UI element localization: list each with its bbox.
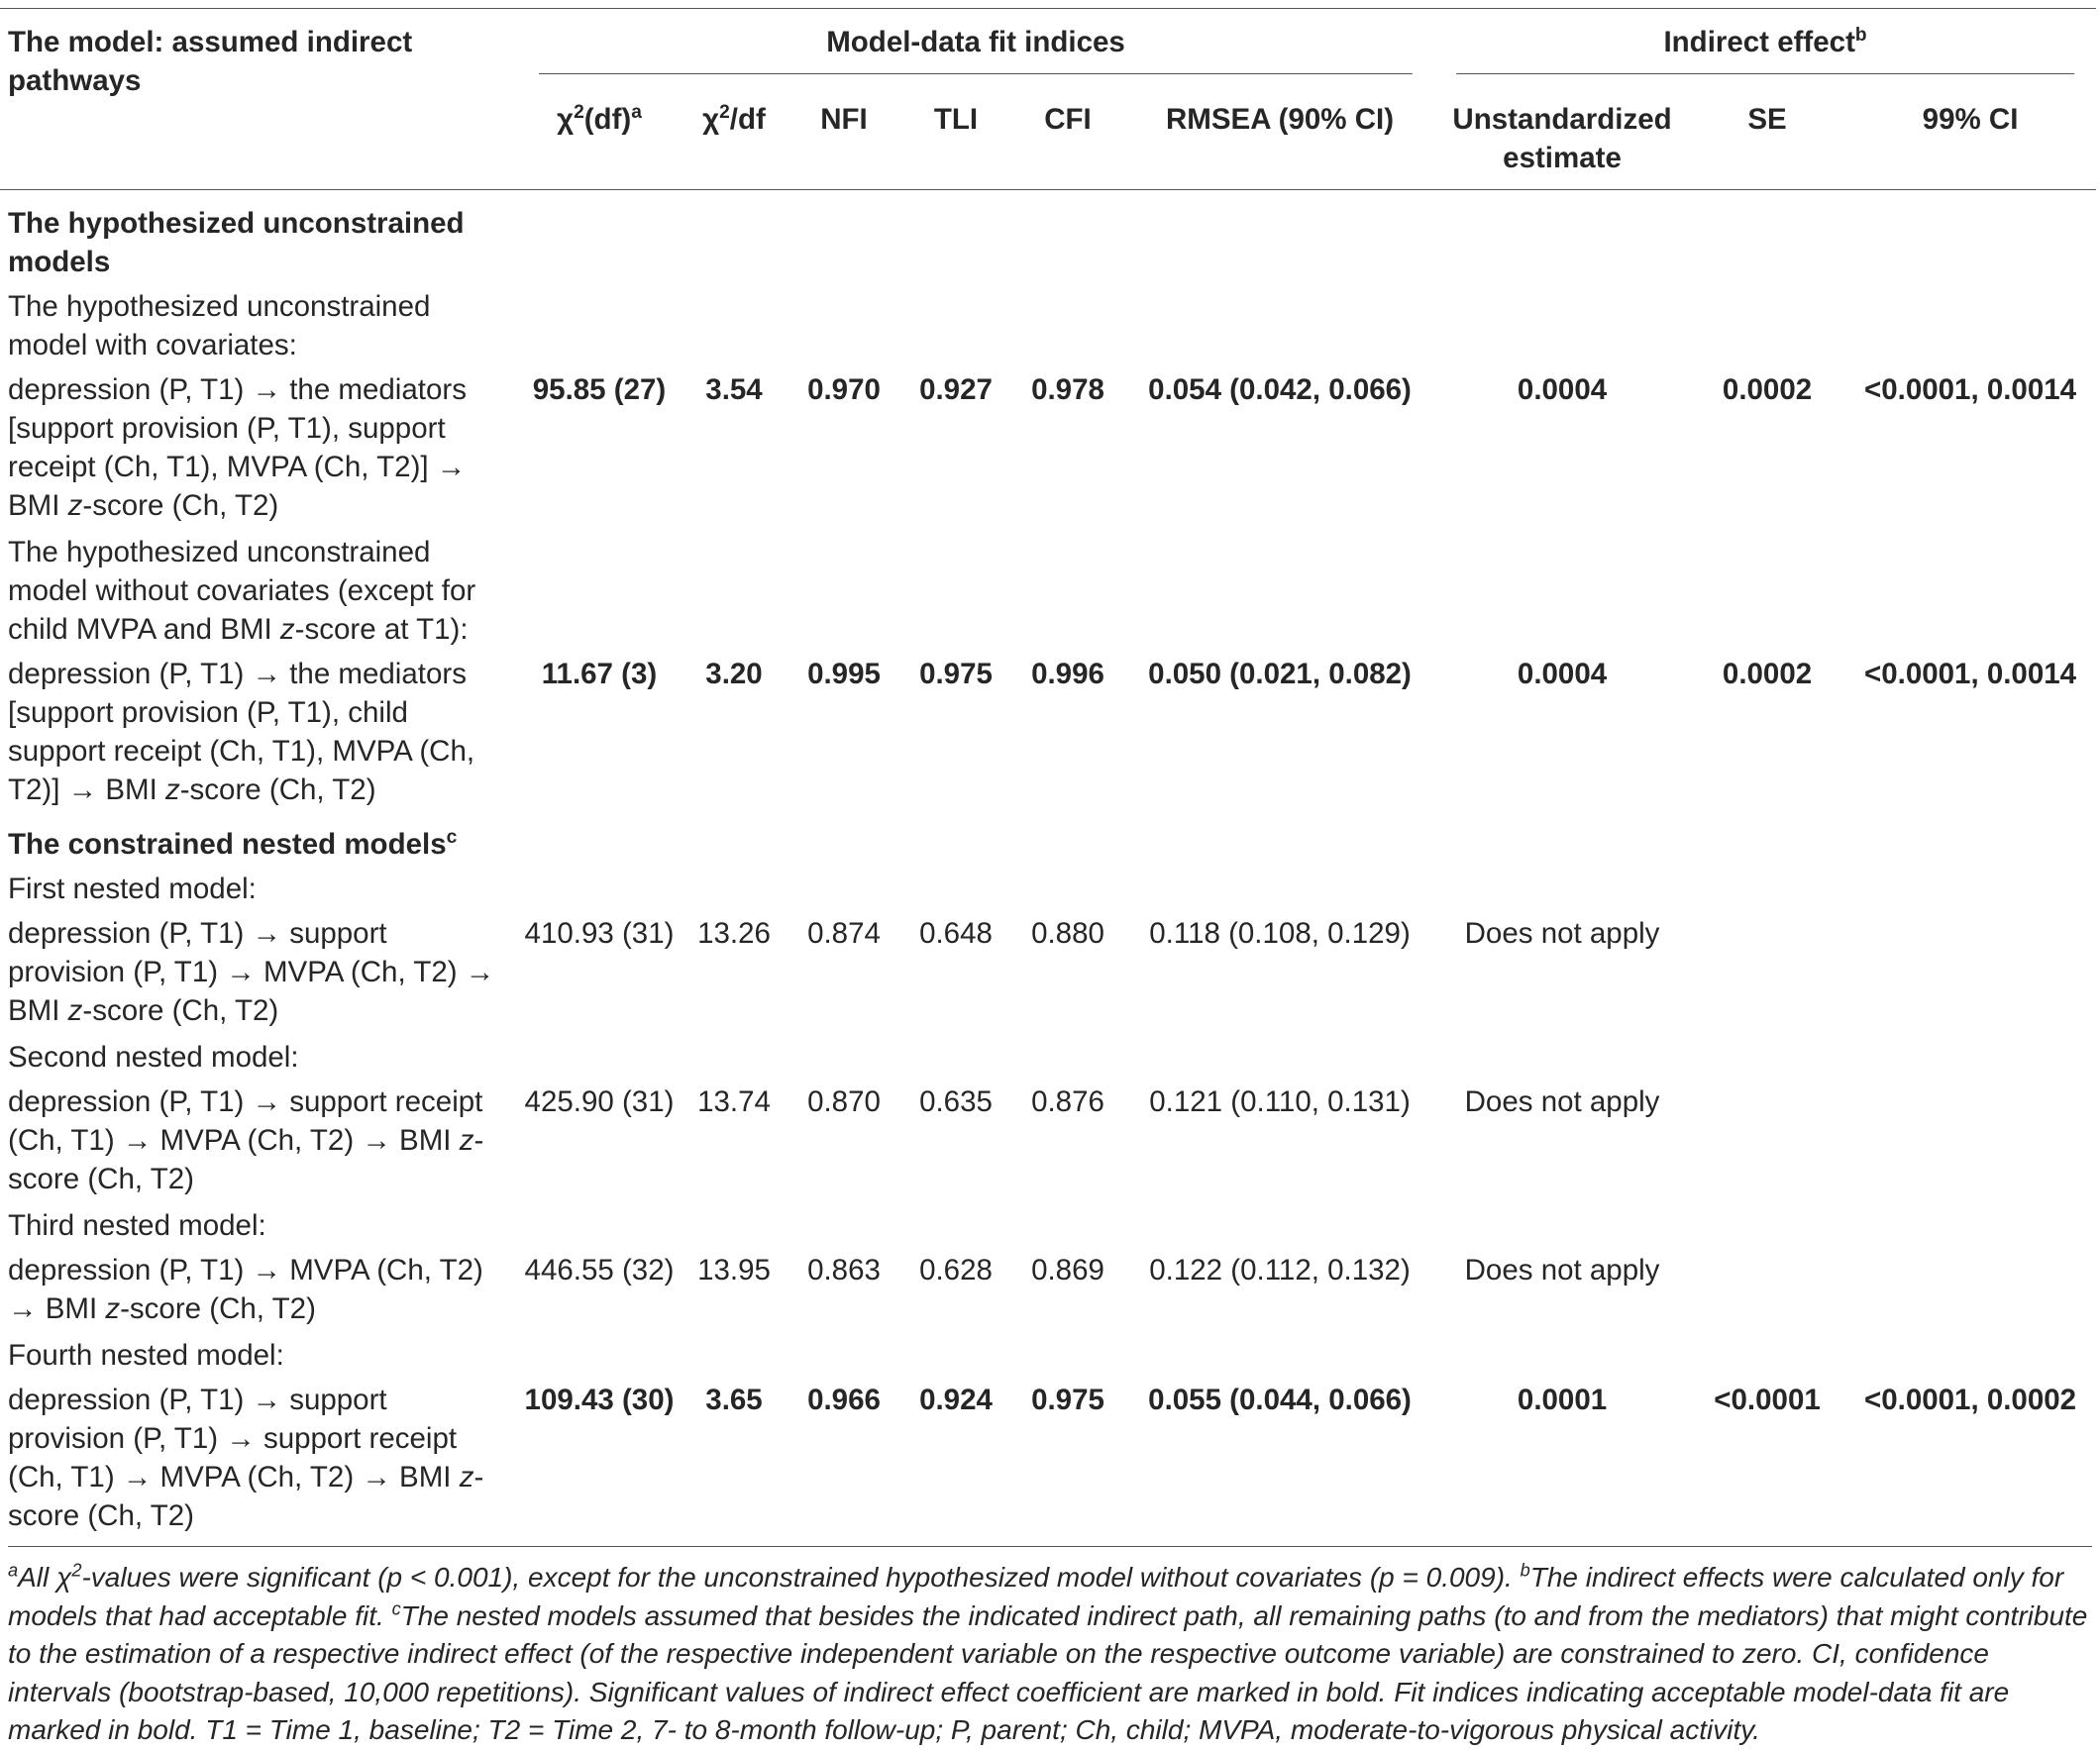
path-text: depression (P, T1) → support provision (P, T1) → support receipt (Ch, T1) → MVPA (Ch, T2) → BMI [8,1384,460,1493]
rmsea-cell: 0.054 (0.042, 0.066) [1148,373,1412,406]
se-cell [1690,1245,1844,1330]
se-column-header: SE [1747,103,1787,136]
path-cell [0,1077,517,1200]
chi2-cell: 446.55 (32) [524,1254,675,1287]
path-cell [0,1375,517,1537]
footnote-mark-b: b [1854,25,1867,47]
chi2-cell: 425.90 (31) [524,1085,675,1118]
footnote-mark-c: c [391,1598,401,1619]
table-row [0,649,2096,811]
path-text: depression (P, T1) → the mediators [support provision (P, T1), support receipt (Ch, T1), MVPA (Ch, T2)] → BMI [8,373,467,522]
path-cell [0,649,517,811]
section-heading-text: The hypothesized unconstrained models [8,207,465,278]
model-label [0,1032,2096,1077]
model-label [0,1330,2096,1375]
chi-symbol: χ [702,103,720,136]
indirect-effect-group-header [1434,9,2096,87]
estimate-cell: Does not apply [1464,917,1660,950]
model-label [0,527,2096,649]
ci-cell [1844,908,2096,1032]
path-text: depression (P, T1) → MVPA (Ch, T2) → BMI [8,1254,483,1325]
tli-cell: 0.635 [919,1085,993,1118]
path-text-end: -score (Ch, T2) [8,1461,484,1532]
se-cell: 0.0002 [1722,373,1813,406]
tli-cell: 0.648 [919,917,993,950]
results-table [0,8,2096,1537]
table-header [0,9,2096,190]
nfi-cell: 0.870 [807,1085,881,1118]
rmsea-cell: 0.050 (0.021, 0.082) [1148,658,1412,690]
nfi-cell: 0.874 [807,917,881,950]
ci-cell: <0.0001, 0.0014 [1863,658,2077,690]
cfi-cell: 0.975 [1031,1384,1104,1416]
chi2df-column-header [682,86,787,190]
nfi-cell: 0.970 [807,373,881,406]
footnote-a-text: All χ [18,1562,72,1593]
model-label [0,864,2096,908]
estimate-cell: Does not apply [1464,1254,1660,1287]
model-column-header [0,9,517,190]
fit-indices-group-header [517,9,1434,87]
path-cell [0,1245,517,1330]
chi2-cell: 410.93 (31) [524,917,675,950]
chi-squared-sup: 2 [574,102,584,124]
path-z-italic: z [164,773,180,806]
estimate-header-line1: Unstandardized [1452,103,1672,136]
path-text: depression (P, T1) → the mediators [support provision (P, T1), child support receipt (Ch, T1), MVPA (Ch, T2)] → BMI [8,658,475,806]
section-heading-text: The constrained nested models [8,828,447,861]
se-cell [1690,908,1844,1032]
chi-symbol: χ [557,103,575,136]
model-label [0,281,2096,364]
model-label-text-end: -score at T1): [294,613,469,646]
chi2-cell: 11.67 (3) [541,658,658,690]
tli-cell: 0.975 [919,658,993,690]
model-label-text: First nested model: [8,873,257,905]
table-footnote [8,1546,2092,1750]
model-column-header-text: The model: assumed indirect pathways [8,26,413,97]
chi2-cell: 95.85 (27) [532,373,667,406]
path-text-end: -score (Ch, T2) [179,773,376,806]
se-cell: <0.0001 [1714,1384,1821,1416]
nfi-column-header: NFI [820,103,868,136]
tli-cell: 0.927 [919,373,993,406]
nfi-cell: 0.995 [807,658,881,690]
footnote-mark-a: a [631,102,642,124]
rmsea-cell: 0.055 (0.044, 0.066) [1148,1384,1412,1416]
table-row [0,1245,2096,1330]
chi-squared-sup: 2 [71,1560,82,1581]
per-df-text: /df [729,103,766,136]
indirect-effect-group-text: Indirect effect [1663,26,1855,58]
rmsea-cell: 0.118 (0.108, 0.129) [1149,917,1411,950]
chi2-df-text: (df) [583,103,632,136]
chi2df-cell: 3.20 [705,658,763,690]
fit-indices-group-text: Model-data fit indices [826,26,1125,58]
chi2df-cell: 3.65 [705,1384,763,1416]
tli-cell: 0.628 [919,1254,993,1287]
table-row [0,1077,2096,1200]
path-z-italic: z [67,489,83,522]
estimate-cell: Does not apply [1464,1085,1660,1118]
chi2-column-header [517,86,682,190]
cfi-column-header: CFI [1044,103,1092,136]
model-label-text: The hypothesized unconstrained model with covariates: [8,290,431,361]
ci-cell: <0.0001, 0.0014 [1863,373,2077,406]
path-z-italic: z [105,1292,121,1325]
cfi-cell: 0.978 [1031,373,1104,406]
ci-cell [1844,1077,2096,1200]
se-cell [1690,1077,1844,1200]
cfi-cell: 0.880 [1031,917,1104,950]
path-text-end: -score (Ch, T2) [82,994,279,1027]
path-text-end: -score (Ch, T2) [8,1124,484,1195]
chi2df-cell: 13.95 [697,1254,771,1287]
path-text: depression (P, T1) → support provision (P, T1) → MVPA (Ch, T2) → BMI [8,917,495,1027]
estimate-column-header [1434,86,1690,190]
path-text-end: -score (Ch, T2) [82,489,279,522]
path-z-italic: z [459,1124,474,1157]
path-z-italic: z [459,1461,474,1493]
chi2df-cell: 3.54 [705,373,763,406]
table-row [0,364,2096,527]
footnote-mark-c: c [446,827,458,849]
section-heading-constrained [0,811,2096,864]
rmsea-cell: 0.122 (0.112, 0.132) [1149,1254,1411,1287]
chi-squared-sup: 2 [719,102,730,124]
path-text-end: -score (Ch, T2) [120,1292,316,1325]
model-label [0,1200,2096,1245]
chi2-cell: 109.43 (30) [524,1384,675,1416]
footnote-mark-b: b [1520,1560,1530,1581]
footnote-a-text-end: -values were significant (p < 0.001), except for the unconstrained hypothesized model without covariates (p = 0.009). [81,1562,1521,1593]
chi2df-cell: 13.26 [697,917,771,950]
chi2df-cell: 13.74 [697,1085,771,1118]
footnote-c-text: The nested models assumed that besides the indicated indirect path, all remaining paths (to and from the mediators) that might contribute to the estimation of a respective indirect effect (of the respective independent variable on the respective outcome variable) are constrained to zero. CI, confidence intervals (bootstrap-based, 10,000 repetitions). Significant values of indirect effect coefficient are marked in bold. Fit indices indicating acceptable model-data fit are marked in bold. T1 = Time 1, baseline; T2 = Time 2, 7- to 8-month follow-up; P, parent; Ch, child; MVPA, moderate-to-vigorous physical activity. [8,1599,2088,1745]
cfi-cell: 0.876 [1031,1085,1104,1118]
rmsea-cell: 0.121 (0.110, 0.131) [1149,1085,1411,1118]
model-label-text: Second nested model: [8,1041,299,1074]
cfi-cell: 0.869 [1031,1254,1104,1287]
ci-cell: <0.0001, 0.0002 [1863,1384,2077,1416]
path-cell [0,908,517,1032]
estimate-header-line2: estimate [1503,142,1622,174]
label-z-italic: z [279,613,295,646]
model-label-text: Fourth nested model: [8,1339,284,1372]
nfi-cell: 0.966 [807,1384,881,1416]
path-cell [0,364,517,527]
estimate-cell: 0.0004 [1517,373,1608,406]
tli-cell: 0.924 [919,1384,993,1416]
path-z-italic: z [67,994,83,1027]
nfi-cell: 0.863 [807,1254,881,1287]
section-heading-unconstrained [0,190,2096,282]
table-body [0,190,2096,1538]
footnote-mark-a: a [8,1560,19,1581]
ci-column-header: 99% CI [1922,103,2019,136]
table-row [0,908,2096,1032]
model-label-text: Third nested model: [8,1209,266,1242]
estimate-cell: 0.0001 [1517,1384,1608,1416]
model-label-text: The hypothesized unconstrained model without covariates (except for child MVPA and BMI [8,536,476,646]
rmsea-column-header: RMSEA (90% CI) [1166,103,1395,136]
cfi-cell: 0.996 [1031,658,1104,690]
estimate-cell: 0.0004 [1517,658,1608,690]
se-cell: 0.0002 [1722,658,1813,690]
path-text: depression (P, T1) → support receipt (Ch, T1) → MVPA (Ch, T2) → BMI [8,1085,483,1157]
table-row [0,1375,2096,1537]
footnote-b-text: The indirect effects were calculated only for models that had acceptable fit. [8,1562,2064,1631]
tli-column-header: TLI [933,103,979,136]
ci-cell [1844,1245,2096,1330]
